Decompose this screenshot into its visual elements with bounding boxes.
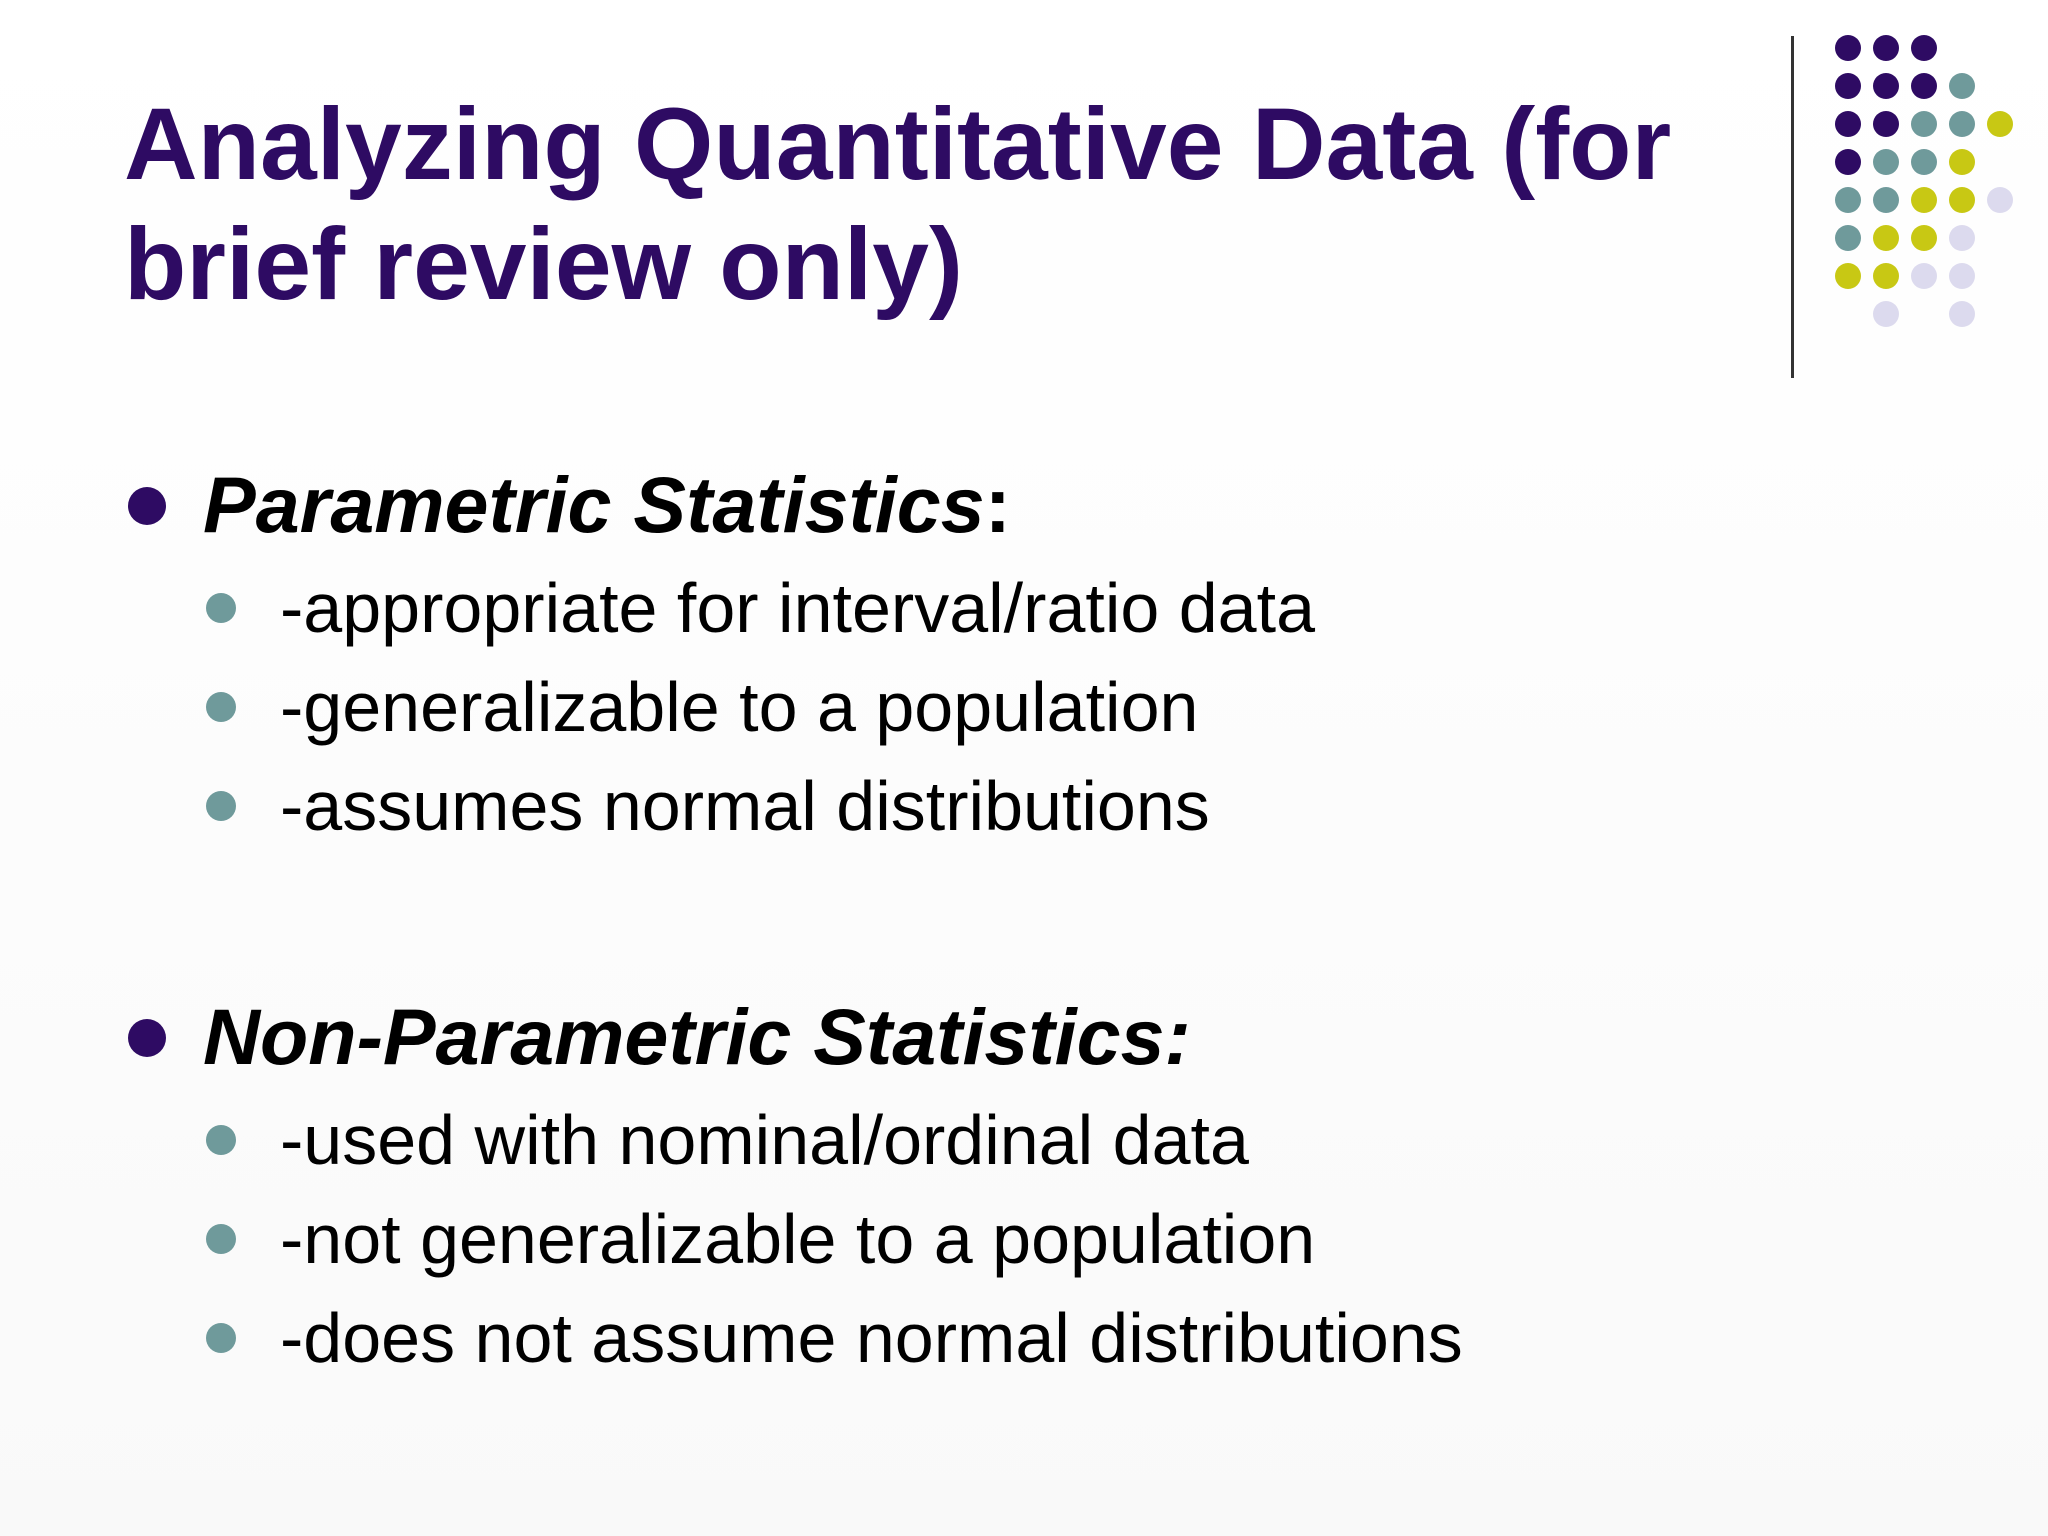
decor-dot [1949, 225, 1975, 251]
decor-dot [1873, 225, 1899, 251]
decor-dot [1911, 111, 1937, 137]
sub-bullet-dot-icon [206, 692, 236, 722]
decor-dot [1949, 73, 1975, 99]
slide-title: Analyzing Quantitative Data (for brief review only) [124, 87, 1672, 321]
decor-dot [1873, 149, 1899, 175]
sub-bullet-dot-icon [206, 1323, 236, 1353]
decor-dot [1911, 149, 1937, 175]
heading-label: Non-Parametric Statistics: [203, 992, 1191, 1081]
decor-dot [1873, 35, 1899, 61]
decor-dot [1835, 263, 1861, 289]
decor-dot [1911, 35, 1937, 61]
list-item-text: -assumes normal distributions [280, 767, 1210, 845]
section-heading-text [203, 455, 1011, 555]
section-heading-non-parametric [0, 987, 2048, 1087]
decor-dot [1835, 225, 1861, 251]
list-item-text: -not generalizable to a population [280, 1200, 1316, 1278]
sub-bullet-dot-icon [206, 791, 236, 821]
decor-dot [1911, 263, 1937, 289]
decor-dot [1835, 35, 1861, 61]
sub-bullet-dot-icon [206, 1224, 236, 1254]
section-heading-text [203, 987, 1191, 1087]
decor-dot [1987, 111, 2013, 137]
list-item [0, 662, 2048, 761]
bullet-dot-icon [128, 487, 166, 525]
section-heading-parametric [0, 455, 2048, 555]
decor-dot [1911, 225, 1937, 251]
decor-dot [1873, 73, 1899, 99]
list-item-text: -does not assume normal distributions [280, 1299, 1463, 1377]
decor-dot [1911, 187, 1937, 213]
list-item-text: -appropriate for interval/ratio data [280, 569, 1315, 647]
decor-dot [1911, 73, 1937, 99]
list-item [0, 761, 2048, 860]
sub-bullet-dot-icon [206, 1125, 236, 1155]
list-item [0, 563, 2048, 662]
decor-dot [1873, 301, 1899, 327]
decor-dot [1949, 263, 1975, 289]
parametric-points-list [0, 563, 2048, 860]
heading-colon: : [984, 460, 1011, 549]
decor-dot [1873, 187, 1899, 213]
title-divider-line [1791, 36, 1794, 378]
non-parametric-points-list [0, 1095, 2048, 1392]
decor-dot [1949, 301, 1975, 327]
decor-dot [1835, 149, 1861, 175]
decor-dot [1835, 73, 1861, 99]
decor-dot [1949, 187, 1975, 213]
bullet-dot-icon [128, 1019, 166, 1057]
decor-dot [1835, 111, 1861, 137]
decor-dot [1873, 111, 1899, 137]
decor-dot [1949, 111, 1975, 137]
decor-dot [1873, 263, 1899, 289]
decor-dot [1987, 187, 2013, 213]
heading-label: Parametric Statistics [203, 460, 985, 549]
list-item [0, 1293, 2048, 1392]
list-item [0, 1194, 2048, 1293]
decor-dot [1835, 187, 1861, 213]
sub-bullet-dot-icon [206, 593, 236, 623]
decor-dot [1949, 149, 1975, 175]
list-item-text: -used with nominal/ordinal data [280, 1101, 1249, 1179]
list-item [0, 1095, 2048, 1194]
list-item-text: -generalizable to a population [280, 668, 1199, 746]
